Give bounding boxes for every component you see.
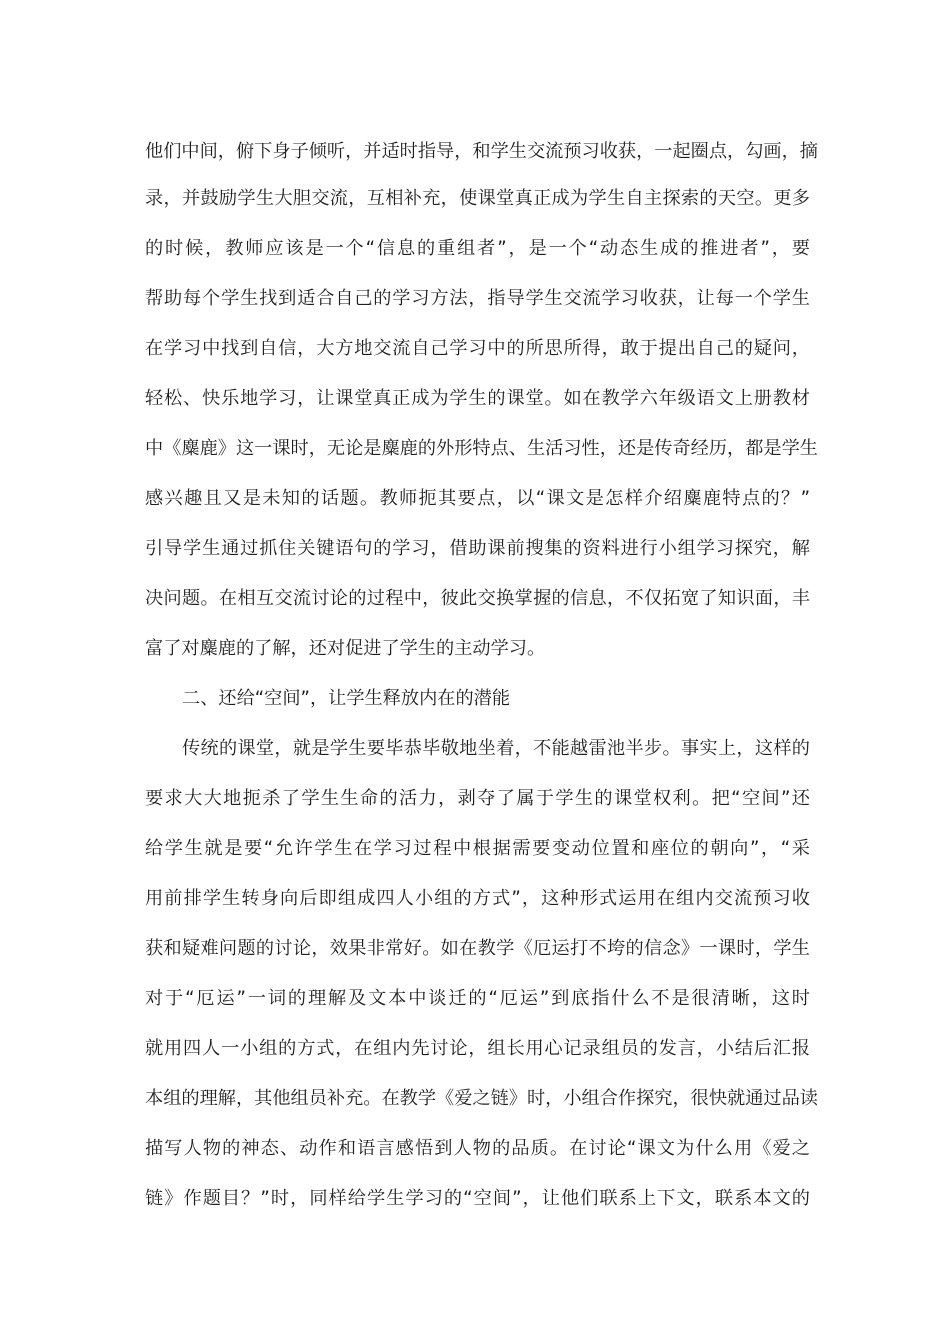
text-line: 他们中间，俯下身子倾听，并适时指导，和学生交流预习收获，一起圈点，勾画，摘 [145,141,818,162]
text-line: 给学生就是要“允许学生在学习过程中根据需要变动位置和座位的朝向”，“采 [145,838,810,859]
section-heading: 二、还给“空间”，让学生释放内在的潜能 [182,688,511,709]
text-line: 在学习中找到自信，大方地交流自己学习中的所思所得，敢于提出自己的疑问， [145,338,810,359]
text-line: 轻松、快乐地学习，让课堂真正成为学生的课堂。如在教学六年级语文上册教材 [145,388,810,409]
text-line: 感兴趣且又是未知的话题。教师扼其要点，以“课文是怎样介绍麋鹿特点的？” [145,488,810,509]
text-line: 中《麋鹿》这一课时，无论是麋鹿的外形特点、生活习性，还是传奇经历，都是学生 [145,438,818,459]
text-line: 链》作题目？”时，同样给学生学习的“空间”，让他们联系上下文，联系本文的 [145,1188,810,1209]
text-line: 富了对麋鹿的了解，还对促进了学生的主动学习。 [145,638,546,659]
text-line: 传统的课堂，就是学生要毕恭毕敬地坐着，不能越雷池半步。事实上，这样的 [182,738,810,759]
text-line: 获和疑难问题的讨论，效果非常好。如在教学《厄运打不垮的信念》一课时，学生 [145,938,810,959]
text-line: 本组的理解，其他组员补充。在教学《爱之链》时，小组合作探究，很快就通过品读 [145,1088,818,1109]
text-line: 就用四人一小组的方式，在组内先讨论，组长用心记录组员的发言，小结后汇报 [145,1038,810,1059]
text-line: 要求大大地扼杀了学生生命的活力，剥夺了属于学生的课堂权利。把“空间”还 [145,788,810,809]
text-line: 帮助每个学生找到适合自己的学习方法，指导学生交流学习收获，让每一个学生 [145,288,810,309]
text-line: 用前排学生转身向后即组成四人小组的方式”，这种形式运用在组内交流预习收 [145,888,810,909]
text-line: 引导学生通过抓住关键语句的学习，借助课前搜集的资料进行小组学习探究，解 [145,538,810,559]
text-line: 的时候，教师应该是一个“信息的重组者”，是一个“动态生成的推进者”，要 [145,238,810,259]
text-line: 描写人物的神态、动作和语言感悟到人物的品质。在讨论“课文为什么用《爱之 [145,1138,810,1159]
text-line: 对于“厄运”一词的理解及文本中谈迁的“厄运”到底指什么不是很清晰，这时 [145,988,810,1009]
text-line: 决问题。在相互交流讨论的过程中，彼此交换掌握的信息，不仅拓宽了知识面，丰 [145,588,810,609]
text-line: 录，并鼓励学生大胆交流，互相补充，使课堂真正成为学生自主探索的天空。更多 [145,188,810,209]
